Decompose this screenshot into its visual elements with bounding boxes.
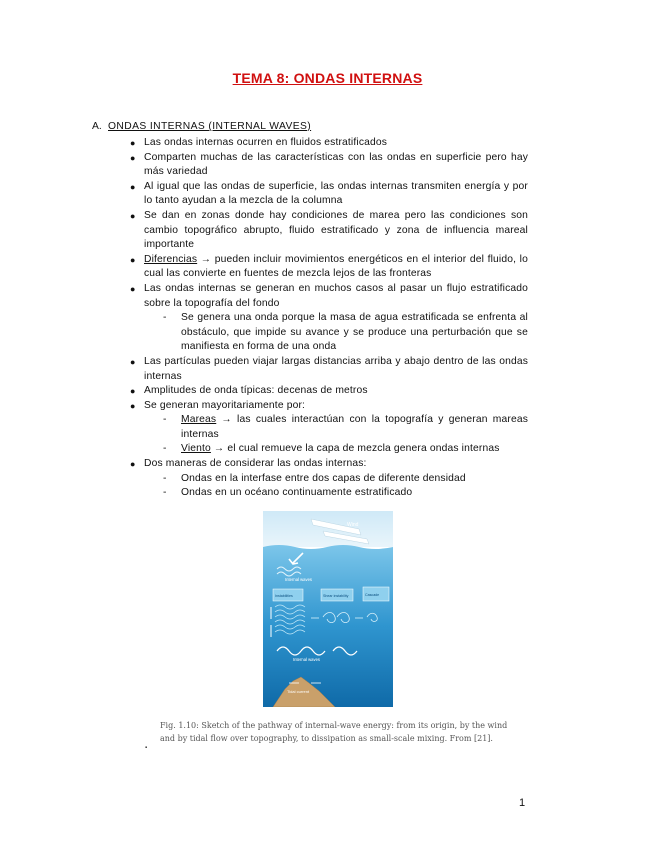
box-instabilities-label: Instabilities xyxy=(275,594,293,598)
bullet-item xyxy=(128,399,528,457)
section-heading xyxy=(92,121,311,132)
internal-waves-bottom-label: Internal waves xyxy=(293,657,320,662)
bullet-dot-icon: ● xyxy=(130,386,136,397)
bullet-text: Dos maneras de considerar las ondas internas: xyxy=(144,458,367,470)
sub-bullet-text: → el cual remueve la capa de mezcla genera ondas internas xyxy=(210,443,500,455)
bullet-dot-icon: ● xyxy=(130,283,136,294)
tidal-current-label: Tidal current xyxy=(287,689,310,694)
bullet-dot-icon: ● xyxy=(130,459,136,470)
bullet-list-container xyxy=(128,136,528,501)
page-number: 1 xyxy=(519,797,526,809)
dash-icon: - xyxy=(163,414,167,426)
bullet-text: Las ondas internas ocurren en fluidos estratificados xyxy=(144,137,388,148)
bullet-item xyxy=(128,282,528,355)
bullet-dot-icon: ● xyxy=(130,400,136,411)
sky-area xyxy=(263,511,393,547)
ocean-area xyxy=(263,545,393,707)
bullet-item xyxy=(128,355,528,384)
bullet-text: Las partículas pueden viajar largas distancias arriba y abajo dentro de las ondas internas xyxy=(144,355,528,382)
bullet-list xyxy=(128,136,528,501)
figure-caption: Fig. 1.10: Sketch of the pathway of internal-wave energy: from its origin, by the wind and by tidal flow over topography, to dissipation as small-scale mixing. From [21]. xyxy=(160,721,508,743)
bullet-text: Comparten muchas de las características con las ondas en superficie pero hay más variedad xyxy=(144,151,528,178)
bullet-term: Diferencias xyxy=(144,253,198,265)
dash-icon: - xyxy=(163,487,167,499)
bullet-item xyxy=(128,384,528,399)
internal-waves-top-label: Internal waves xyxy=(285,577,312,582)
box-shear-label: Shear instability xyxy=(323,594,349,598)
sub-bullet-text: Ondas en un océano continuamente estratificado xyxy=(181,487,413,499)
section-letter: A. xyxy=(92,121,102,132)
sub-bullet-text: Se genera una onda porque la masa de agua estratificada se enfrenta al obstáculo, que impide su avance y se produce una perturbación que se manifiesta en forma de una onda xyxy=(181,312,528,353)
bottom-mark: ▪ xyxy=(145,745,148,751)
bullet-dot-icon: ● xyxy=(130,152,136,163)
bullet-dot-icon: ● xyxy=(130,356,136,367)
box-cascade-label: Cascade xyxy=(365,593,380,597)
sub-bullet-list xyxy=(144,413,528,457)
sub-bullet-item xyxy=(144,413,528,442)
bullet-text: Las ondas internas se generan en muchos casos al pasar un flujo estratificado sobre la topografía del fondo xyxy=(144,282,528,309)
internal-waves-figure xyxy=(263,511,393,707)
bullet-text: → pueden incluir movimientos energéticos en el interior del fluido, lo cual las convierte en fuentes de mezcla lejos de las fronteras xyxy=(144,253,528,280)
wind-label: Wind xyxy=(347,522,359,528)
sub-bullet-item xyxy=(144,486,528,501)
dash-icon: - xyxy=(163,443,167,455)
sub-bullet-item xyxy=(144,311,528,355)
bullet-dot-icon: ● xyxy=(130,254,136,265)
bullet-dot-icon: ● xyxy=(130,181,136,192)
section-label: ONDAS INTERNAS (INTERNAL WAVES) xyxy=(108,121,312,132)
bullet-item xyxy=(128,136,528,151)
dash-icon: - xyxy=(163,312,167,324)
sub-bullet-item xyxy=(144,442,528,457)
dash-icon: - xyxy=(163,472,167,484)
sub-bullet-item xyxy=(144,472,528,487)
sub-bullet-term: Mareas xyxy=(181,414,217,426)
bullet-text: Se generan mayoritariamente por: xyxy=(144,399,306,411)
bullet-dot-icon: ● xyxy=(130,210,136,221)
bullet-text: Amplitudes de onda típicas: decenas de metros xyxy=(144,385,368,397)
bullet-dot-icon: ● xyxy=(130,138,136,148)
bullet-text: Al igual que las ondas de superficie, las ondas internas transmiten energía y por lo tanto ayudan a la mezcla de la columna xyxy=(144,180,528,207)
page-title: TEMA 8: ONDAS INTERNAS xyxy=(232,70,423,86)
bullet-item xyxy=(128,151,528,180)
sub-bullet-text: Ondas en la interfase entre dos capas de diferente densidad xyxy=(181,472,466,484)
internal-waves-diagram xyxy=(263,511,393,707)
bullet-item xyxy=(128,180,528,209)
bullet-item xyxy=(128,457,528,501)
sub-bullet-text: → las cuales interactúan con la topografía y generan mareas internas xyxy=(181,414,528,440)
sub-bullet-list xyxy=(144,311,528,355)
bullet-item xyxy=(128,253,528,282)
sub-bullet-term: Viento xyxy=(181,443,211,455)
sub-bullet-list xyxy=(144,472,528,501)
bullet-text: Se dan en zonas donde hay condiciones de marea pero las condiciones son cambio topográfico abrupto, fluido estratificado y zona de influencia mareal importante xyxy=(144,209,528,251)
bullet-item xyxy=(128,209,528,253)
